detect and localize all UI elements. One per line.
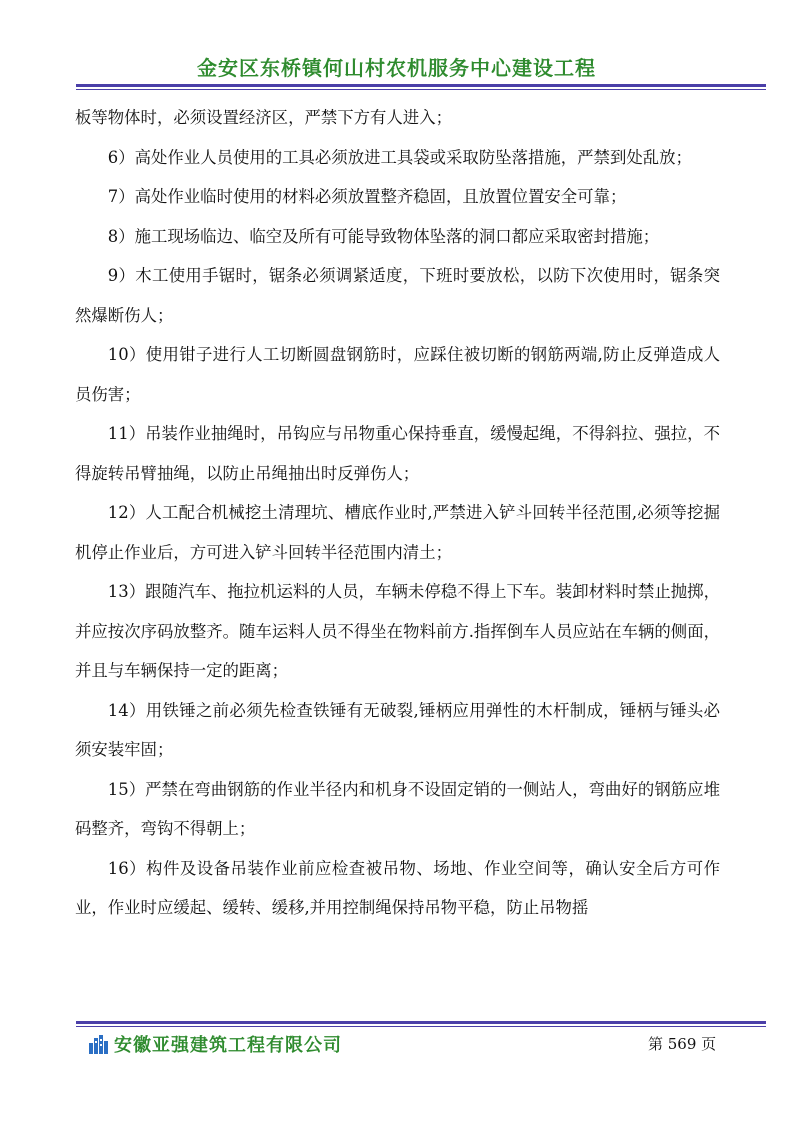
header-rule (76, 84, 766, 87)
footer-rule-thin (76, 1026, 766, 1027)
footer-company (88, 1031, 342, 1057)
document-body (75, 98, 720, 928)
paragraph: 15）严禁在弯曲钢筋的作业半径内和机身不设固定销的一侧站人，弯曲好的钢筋应堆码整齐，弯钩不得朝上； (75, 779, 720, 838)
paragraph: 12）人工配合机械挖土清理坑、槽底作业时,严禁进入铲斗回转半径范围,必须等挖掘机停止作业后，方可进入铲斗回转半径范围内清土； (75, 503, 720, 562)
paragraph: 11）吊装作业抽绳时，吊钩应与吊物重心保持垂直，缓慢起绳，不得斜拉、强拉，不得旋转吊臂抽绳，以防止吊绳抽出时反弹伤人； (75, 424, 720, 483)
paragraph: 6）高处作业人员使用的工具必须放进工具袋或采取防坠落措施，严禁到处乱放； (107, 147, 692, 167)
page-number: 第 569 页 (648, 1035, 717, 1053)
paragraph: 16）构件及设备吊装作业前应检查被吊物、场地、作业空间等，确认安全后方可作业，作业时应缓起、缓转、缓移,并用控制绳保持吊物平稳，防止吊物摇 (75, 858, 720, 917)
paragraph: 9）木工使用手锯时，锯条必须调紧适度，下班时要放松，以防下次使用时，锯条突然爆断伤人； (75, 266, 720, 325)
paragraph: 8）施工现场临边、临空及所有可能导致物体坠落的洞口都应采取密封措施； (107, 226, 660, 246)
paragraph: 板等物体时，必须设置经济区，严禁下方有人进入； (75, 108, 452, 127)
company-name: 安徽亚强建筑工程有限公司 (114, 1035, 342, 1056)
header-title: 金安区东桥镇何山村农机服务中心建设工程 (197, 56, 596, 80)
footer-rule (76, 1021, 766, 1024)
header-rule-thin (76, 89, 766, 90)
paragraph: 14）用铁锤之前必须先检查铁锤有无破裂,锤柄应用弹性的木杆制成，锤柄与锤头必须安装牢固； (75, 700, 720, 759)
paragraph: 13）跟随汽车、拖拉机运料的人员，车辆未停稳不得上下车。装卸材料时禁止抛掷，并应按次序码放整齐。随车运料人员不得坐在物料前方.指挥倒车人员应站在车辆的侧面，并且与车辆保持一定的距离； (75, 582, 720, 680)
paragraph: 7）高处作业临时使用的材料必须放置整齐稳固，且放置位置安全可靠； (107, 187, 627, 206)
building-logo-icon (88, 1034, 110, 1054)
paragraph: 10）使用钳子进行人工切断圆盘钢筋时，应踩住被切断的钢筋两端,防止反弹造成人员伤害； (75, 345, 720, 404)
